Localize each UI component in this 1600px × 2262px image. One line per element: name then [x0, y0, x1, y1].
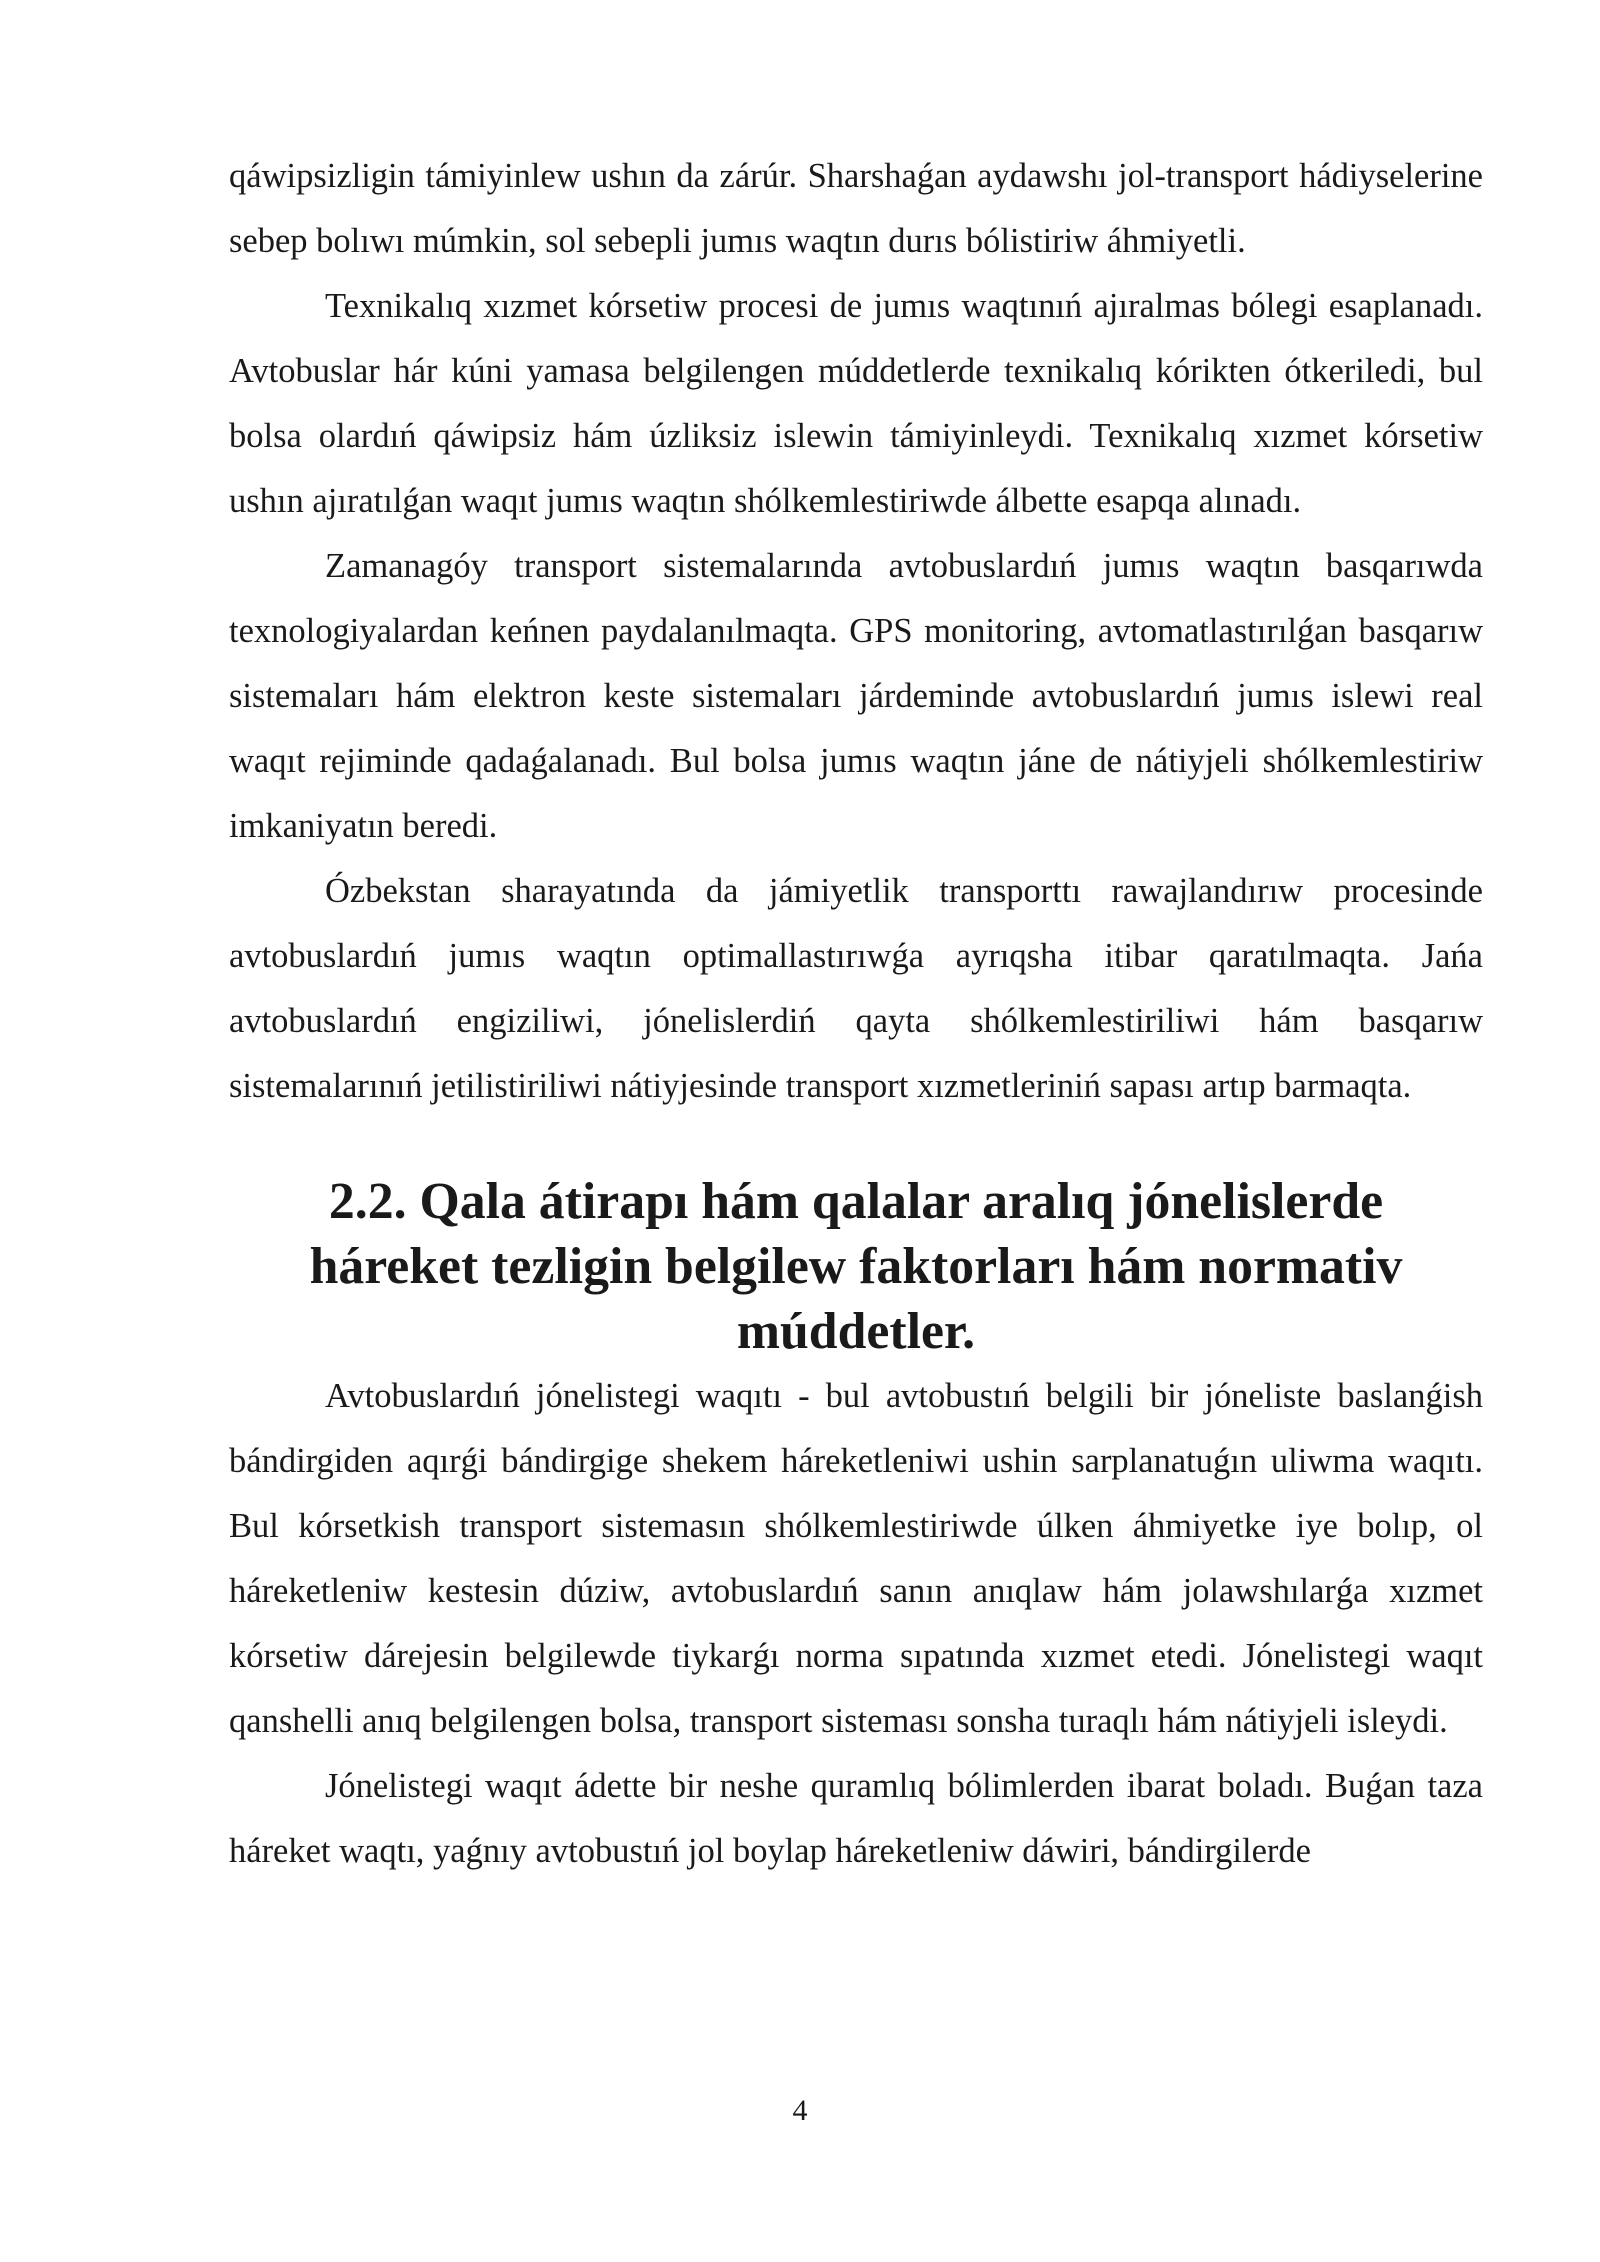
section-heading: 2.2. Qala átirapı hám qalalar aralıq jónelislerde háreket tezligin belgilew faktorları hám normativ múddetler. [309, 1173, 1403, 1360]
document-body [229, 144, 1483, 1884]
paragraph-uzbekistan: Ózbekstan sharayatında da jámiyetlik transporttı rawajlandırıw procesinde avtobuslardıń jumıs waqtın optimallastırıwǵa ayrıqsha itibar qaratılmaqta. Jańa avtobuslardıń engiziliwi, jónelislerdiń qayta shólkemlestiriliwi hám basqarıw sistemalarınıń jetilistiriliwi nátiyjesinde transport xızmetleriniń sapası artıp barmaqta. [229, 872, 1483, 1105]
paragraph-modern-systems: Zamanagóy transport sistemalarında avtobuslardıń jumıs waqtın basqarıwda texnologiyalardan keńnen paydalanılmaqta. GPS monitoring, avtomatlastırılǵan basqarıw sistemaları hám elektron keste sistemaları járdeminde avtobuslardıń jumıs islewi real waqıt rejiminde qadaǵalanadı. Bul bolsa jumıs waqtın jáne de nátiyjeli shólkemlestiriw imkaniyatın beredi. [229, 547, 1483, 845]
page-number: 4 [792, 2094, 808, 2127]
paragraph-route-components: Jónelistegi waqıt ádette bir neshe quramlıq bólimlerden ibarat boladı. Buǵan taza háreket waqtı, yaǵnıy avtobustıń jol boylap háreketleniw dáwiri, bándirgilerde [229, 1767, 1483, 1870]
paragraph-technical-service: Texnikalıq xızmet kórsetiw procesi de jumıs waqtınıń ajıralmas bólegi esaplanadı. Avtobuslar hár kúni yamasa belgilengen múddetlerde texnikalıq kórikten ótkeriledi, bul bolsa olardıń qáwipsiz hám úzliksiz islewin támiyinleydi. Texnikalıq xızmet kórsetiw ushın ajıratılǵan waqıt jumıs waqtın shólkemlestiriwde álbette esapqa alınadı. [229, 287, 1483, 520]
paragraph-route-time: Avtobuslardıń jónelistegi waqıtı - bul avtobustıń belgili bir jóneliste baslanǵish bándirgiden aqırǵi bándirgige shekem háreketleniwi ushin sarplanatuǵın uliwma waqıtı. Bul kórsetkish transport sistemasın shólkemlestiriwde úlken áhmiyetke iye bolıp, ol háreketleniw kestesin dúziw, avtobuslardıń sanın anıqlaw hám jolawshılarǵa xızmet kórsetiw dárejesin belgilewde tiykarǵı norma sıpatında xızmet etedi. Jónelistegi waqıt qanshelli anıq belgilengen bolsa, transport sisteması sonsha turaqlı hám nátiyjeli isleydi. [229, 1377, 1483, 1740]
paragraph-continued: qáwipsizligin támiyinlew ushın da zárúr. Sharshaǵan aydawshı jol-transport hádiyselerine sebep bolıwı múmkin, sol sebepli jumıs waqtın durıs bólistiriw áhmiyetli. [229, 157, 1483, 260]
